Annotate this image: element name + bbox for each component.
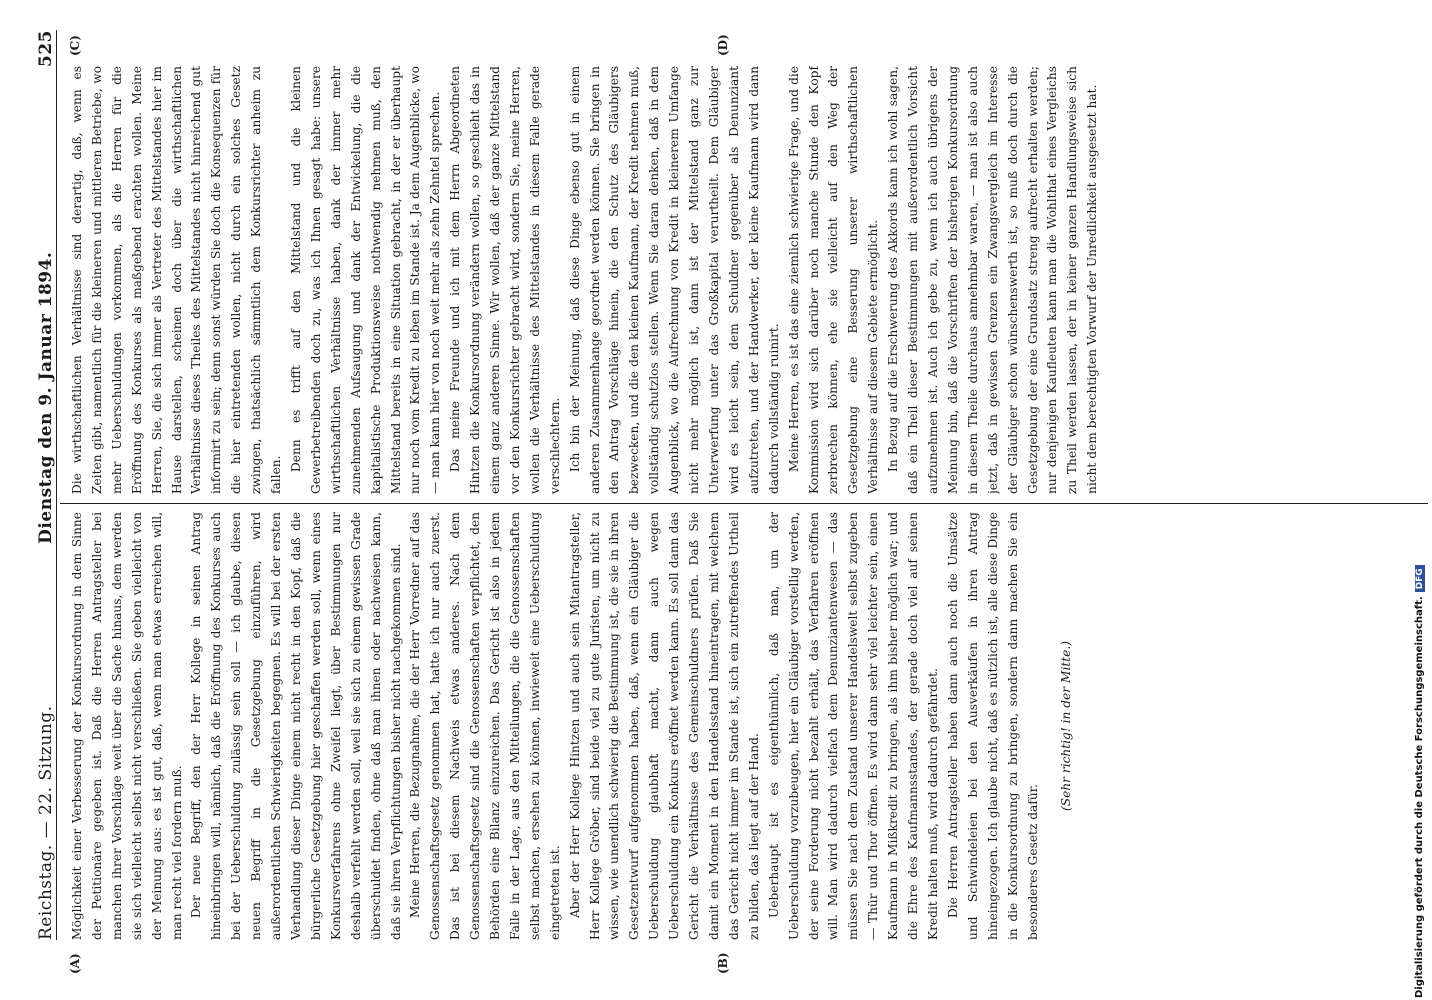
paragraph: Meine Herren, es ist das eine ziemlich schwierige Frage, und die Kommission wird sich darüber noch manche Stunde den Kopf zerbrechen können, ehe sie vielleicht auf den Weg der Gesetzgebung eine Besserung unserer wirthschaftlichen Verhältnisse auf diesem Gebiete ermöglicht. — [786, 66, 881, 494]
paragraph: Der neue Begriff, den der Herr Kollege in seinen Antrag hineinbringen will, nämlich, daß die Eröffnung des Konkurses auch bei der Ueberschuldung zulässig sein soll — ich glaube, diesen neuen Begriff in die Gesetzgebung einzuführen, wird außerordentlichen Schwierigkeiten begegnen. Es will bei der ersten Verhandlung dieser Dinge einem nicht recht in den Kopf, daß die bürgerliche Gesetzgebung hier geschaffen werden soll, wenn eines Konkursverfahrens ohne Zweifel liegt, über Bestimmungen nur deshalb verfehlt werden soll, weil sie sich zu einem gewissen Grade überschuldet finden, ohne daß man ihnen oder nachweisen kann, daß sie ihren Verpflichtungen bisher nicht nachgekommen sind. — [189, 512, 403, 940]
paragraph: Ich bin der Meinung, daß diese Dinge ebenso gut in einem anderen Zusammenhange geordnet werden können. Sie bringen in den Antrag Vorschläge hinein, die den Schutz des Gläubigers bezwecken, und die den kleinen Kaufmann, der Kredit nehmen muß, vollständig schutzlos stellen. Wenn Sie daran denken, daß in dem Augenblick, wo die Aufrechnung von Kredit in kleinerem Umfange nicht mehr möglich ist, dann ist der Mittelstand ganz zur Unterwerfung unter das Großkapital verurtheilt. Dem Gläubiger wird es leicht sein, dem Schuldner gegenüber als Denunziant aufzutreten, und der Handwerker, der kleine Kaufmann wird dann dadurch vollständig ruinirt. — [567, 66, 781, 494]
document-page — [16, 20, 1432, 980]
page-number: 525 — [36, 30, 56, 67]
paragraph: Meine Herren, die Bezugnahme, die der Herr Vorredner auf das Genossenschaftsgesetz genommen hat, hatte ich nur auch zuerst. Das ist bei diesem Nachweis etwas anderes. Nach dem Genossenschaftsgesetz sind die Genossenschaften verpflichtet, den Behörden eine Bilanz einzureichen. Das Gericht ist also in jedem Falle in der Lage, aus den Mitteilungen, die die Genossenschaften selbst machen, ersehen zu können, inwieweit eine Ueberschuldung eingetreten ist. — [408, 512, 562, 940]
paragraph: Die Herren Antragsteller haben dann auch noch die Umsätze und Schwindeleien bei den Ausverkäufen in ihren Antrag hineingezogen. Ich glaube nicht, daß es nützlich ist, alle diese Dinge in die Konkursordnung zu bringen, sondern dann machen Sie ein besonderes Gesetz dafür. — [945, 512, 1040, 940]
dfg-logo: DFG — [1415, 565, 1425, 592]
right-column — [68, 66, 1423, 494]
margin-marker-b: (B) — [716, 952, 730, 974]
header-left: Reichstag. — 22. Sitzung. — [36, 705, 56, 940]
margin-marker-c: (C) — [68, 35, 82, 56]
paragraph: Das meine Freunde und ich mit dem Herrn Abgeordneten Hintzen die Konkursordnung verändern wollen, so geschieht das in einem ganz anderen Sinne. Wir wollen, daß der ganze Mittelstand vor den Konkursrichter gebracht wird, sondern Sie, meine Herren, wollen die Verhältnisse des Mittelstandes in diesem Falle gerade verschlechtern. — [448, 66, 562, 494]
paragraph: Aber der Herr Kollege Hintzen und auch sein Mitantragsteller, Herr Kollege Gröber, sind beide viel zu gute Juristen, um nicht zu wissen, wie unendlich schwierig die Bestimmung ist, die sie in ihren Gesetzentwurf aufgenommen haben, daß, wenn ein Gläubiger die Ueberschuldung glaubhaft macht, dann auch wegen Ueberschuldung ein Konkurs eröffnet werden kann. Es soll dann das Gericht die Verhältnisse des Gemeinschuldners prüfen. Daß Sie damit ein Moment in den Handelsstand hineintragen, mit welchem das Gericht nicht immer im Stande ist, sich ein zutreffendes Urtheil zu bilden, das liegt auf der Hand. — [567, 512, 761, 940]
credit-text-wrapper — [1414, 565, 1425, 998]
left-column — [68, 512, 1423, 940]
paragraph: Ueberhaupt ist es eigenthümlich, daß man, um der Ueberschuldung vorzubeugen, hier ein Gläubiger vorstellig werden, der seine Forderung nicht bezahlt erhält, das Verfahren eröffnen will. Man wird dadurch vielfach dem Denunziantenwesen — das müssen Sie nach dem Zustand unserer Handelswelt selbst zugeben — Thür und Thor öffnen. Es wird dann sehr viel leichter sein, einen Kaufmann in Mißkredit zu bringen, als ihm bisher möglich war; und die Ehre des Kaufmannsstandes, der gerade doch viel auf seinen Kredit halten muß, wird dadurch gefährdet. — [766, 512, 940, 940]
paragraph: Möglichkeit einer Verbesserung der Konkursordnung in dem Sinne der Petitionäre gegeben ist. Daß die Herren Antragsteller bei manchen ihrer Vorschläge weit über die Sache hinaus, dem werden sie sich vielleicht selbst nicht verschließen. Sie geben vielleicht von der Meinung aus: es ist gut, daß, wenn man etwas erreichen will, man recht viel fordern muß. — [70, 512, 184, 940]
paragraph: Die wirthschaftlichen Verhältnisse sind derartig, daß, wenn es Zeiten gibt, namentlich für die kleineren und mittleren Betriebe, wo mehr Ueberschuldungen vorkommen, als die Herren für die Eröffnung des Konkurses als maßgebend erachten wollen. Meine Herren, Sie, die sich immer als Vertreter des Mittelstandes hier im Hause darstellen, scheinen doch über die wirthschaftlichen Verhältnisse dieses Theiles des Mittelstandes nicht hinreichend gut informirt zu sein; denn sonst würden Sie doch die Konsequenzen für die hier eintretenden wollen, nicht durch ein solches Gesetz zwingen, thatsächlich sämmtlich dem Konkursrichter anheim zu fallen. — [70, 66, 284, 494]
digitization-credit — [1414, 568, 1428, 1000]
applause-note: (Sehr richtig! in der Mitte.) — [1059, 641, 1074, 811]
column-divider — [60, 503, 1428, 504]
paragraph: Denn es trifft auf den Mittelstand und die kleinen Gewerbetreibenden doch zu, was ich Ihnen gesagt habe: unsere wirthschaftlichen Verhältnisse haben, dank der immer mehr zunehmenden Aufsaugung und dank der Entwickelung, die die kapitalistische Produktionsweise nothwendig nehmen muß, den Mittelstand bereits in eine Situation gebracht, in der er überhaupt nur noch vom Kredit zu leben im Stande ist. Ja dem Augenblicke, wo — man kann hier von noch weit mehr als zehn Zehntel sprechen. — [288, 66, 443, 494]
paragraph: In Bezug auf die Erschwerung des Akkords kann ich wohl sagen, daß ein Theil dieser Bestimmungen mit außerordentlich Vorsicht aufzunehmen ist. Auch ich gebe zu, wenn ich auch übrigens der Meinung bin, daß die Vorschriften der bisherigen Konkursordnung in diesem Theile durchaus annehmbar waren, — man ist also auch jetzt, daß in gewissen Grenzen ein Zwangsvergleich im Interesse der Gläubiger schon wünschenswerth ist, so muß doch durch die Gesetzgebung der eine Grundsatz streng aufrecht erhalten werden; nur denjenigen Kaufleuten kann man die Wohlthat eines Vergleichs zu Theil werden lassen, der in keiner ganzen Handlungsweise sich nicht dem berechtigten Vorwurf der Unredlichkeit ausgesetzt hat. — [886, 66, 1100, 494]
header-date: Dienstag den 9. Januar 1894. — [36, 251, 56, 544]
margin-marker-a: (A) — [68, 953, 82, 974]
margin-marker-d: (D) — [716, 34, 730, 56]
running-header — [16, 30, 57, 940]
credit-text: Digitalisierung gefördert durch die Deutsche Forschungsgemeinschaft. — [1414, 596, 1425, 998]
